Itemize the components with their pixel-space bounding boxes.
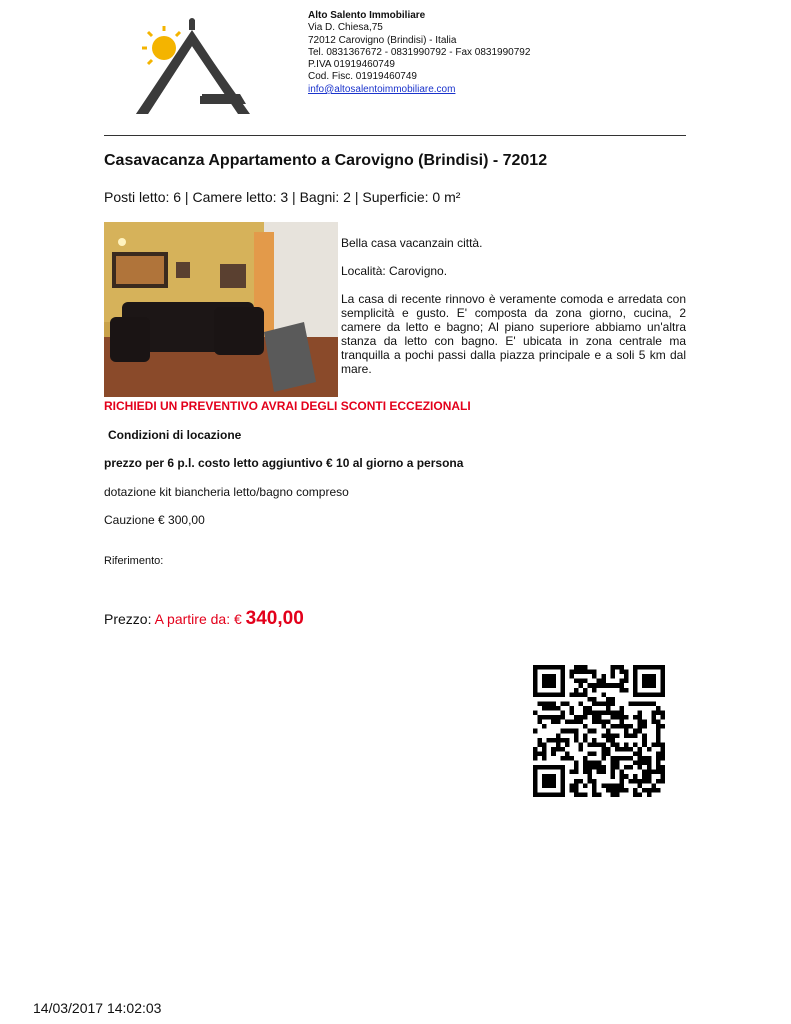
description-intro: Bella casa vacanzain città. [341, 236, 483, 250]
price-label: Prezzo: [104, 611, 152, 627]
promo-banner: RICHIEDI UN PREVENTIVO AVRAI DEGLI SCONTI ECCEZIONALI [104, 399, 471, 413]
description-body: La casa di recente rinnovo è veramente comoda e arredata con semplicità e gusto. E' composta da zona giorno, cucina, 2 camere da letto e bagno; Al piano superiore abbiamo un'altra stanza da letto con bagno. E' ubicata in zona centrale ma tranquilla a pochi passi dalla piazza principale e a soli 5 km dal mare. [341, 292, 686, 376]
description-location: Località: Carovigno. [341, 264, 448, 278]
price-amount: 340,00 [245, 608, 304, 629]
price-note: prezzo per 6 p.l. costo letto aggiuntivo € 10 al giorno a persona [104, 456, 464, 470]
reference-label: Riferimento: [104, 555, 164, 567]
listing-title: Casavacanza Appartamento a Carovigno (Brindisi) - 72012 [104, 152, 548, 169]
print-timestamp: 14/03/2017 14:02:03 [33, 1000, 162, 1016]
listing-specs: Posti letto: 6 | Camere letto: 3 | Bagni: 2 | Superficie: 0 m² [104, 189, 461, 205]
company-phone: Tel. 0831367672 - 0831990792 - Fax 0831990792 [308, 46, 531, 58]
company-email-link[interactable]: info@altosalentoimmobiliare.com [308, 83, 456, 95]
company-fiscal-code: Cod. Fisc. 01919460749 [308, 71, 417, 83]
company-name: Alto Salento Immobiliare [308, 10, 426, 21]
linen-kit-note: dotazione kit biancheria letto/bagno compreso [104, 485, 349, 499]
company-vat: P.IVA 01919460749 [308, 59, 395, 71]
price-prefix: A partire da: € [154, 611, 242, 627]
qr-code [533, 664, 665, 798]
company-info [308, 10, 530, 96]
company-city: 72012 Carovigno (Brindisi) - Italia [308, 34, 457, 46]
listing-description [341, 236, 686, 390]
listing-photo [104, 222, 338, 397]
price-line [104, 608, 304, 630]
company-logo [128, 18, 254, 118]
conditions-title: Condizioni di locazione [108, 428, 242, 442]
deposit-note: Cauzione € 300,00 [104, 513, 205, 527]
company-address: Via D. Chiesa,75 [308, 22, 383, 34]
header-divider [104, 135, 686, 136]
